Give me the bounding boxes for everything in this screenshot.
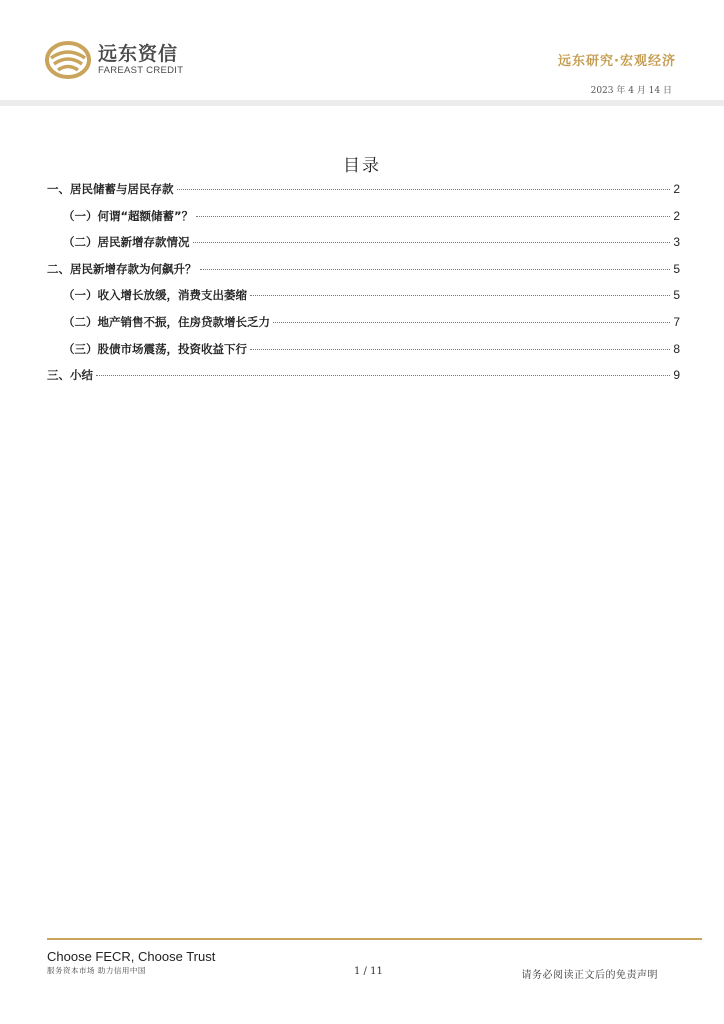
toc-entry-label: （二）居民新增存款情况 (63, 235, 190, 250)
toc-entry-label: （二）地产销售不振，住房贷款增长乏力 (63, 314, 270, 329)
toc-leader-dots (273, 322, 670, 323)
footer-disclaimer: 请务必阅读正文后的免责声明 (521, 970, 658, 981)
toc-entry[interactable] (47, 234, 680, 261)
toc-entry-page: 3 (673, 235, 680, 250)
toc-leader-dots (193, 242, 671, 243)
toc-leader-dots (177, 189, 671, 190)
toc-entry[interactable] (47, 287, 680, 314)
toc-entry-page: 8 (673, 341, 680, 356)
logo-mark-icon (44, 40, 92, 80)
toc-entry-page: 7 (673, 314, 680, 329)
toc-leader-dots (196, 216, 670, 217)
toc-entry[interactable] (47, 181, 680, 208)
footer-divider (47, 938, 702, 940)
toc-title: 目录 (343, 156, 381, 176)
toc-entry-page: 2 (673, 182, 680, 196)
footer-subtitle: 服务资本市场 助力信用中国 (47, 966, 146, 975)
logo-chinese-name: 远东资信 (98, 43, 179, 65)
company-logo (44, 40, 183, 80)
toc-leader-dots (250, 349, 670, 350)
toc-entry-label: 三、小结 (47, 368, 93, 383)
toc-entry-page: 5 (673, 261, 680, 276)
toc-entry-page: 5 (673, 288, 680, 303)
page-header (0, 0, 724, 106)
toc-entry[interactable] (47, 367, 680, 394)
toc-entry-page: 2 (673, 208, 680, 223)
toc-entry-label: 一、居民储蓄与居民存款 (47, 182, 174, 196)
toc-entry-label: 二、居民新增存款为何飙升？ (47, 261, 197, 276)
toc-entry[interactable] (47, 208, 680, 235)
header-divider (0, 100, 724, 106)
toc-entry-label: （一）收入增长放缓，消费支出萎缩 (63, 288, 247, 303)
page-number: 1 / 11 (354, 966, 383, 977)
toc-entry[interactable] (47, 314, 680, 341)
table-of-contents (47, 181, 680, 394)
toc-entry-label: （一）何谓“超额储蓄”？ (63, 208, 194, 223)
toc-entry-page: 9 (673, 368, 680, 383)
toc-leader-dots (250, 295, 670, 296)
toc-entry[interactable] (47, 341, 680, 368)
toc-leader-dots (96, 375, 670, 376)
logo-english-name: FAREAST CREDIT (98, 65, 184, 76)
toc-entry[interactable] (47, 261, 680, 288)
report-section: 远东研究·宏观经济 (558, 54, 676, 69)
report-date: 2023 年 4 月 14 日 (590, 86, 672, 96)
footer-slogan: Choose FECR, Choose Trust (47, 949, 216, 964)
toc-entry-label: （三）股债市场震荡，投资收益下行 (63, 341, 247, 356)
toc-leader-dots (200, 269, 671, 270)
